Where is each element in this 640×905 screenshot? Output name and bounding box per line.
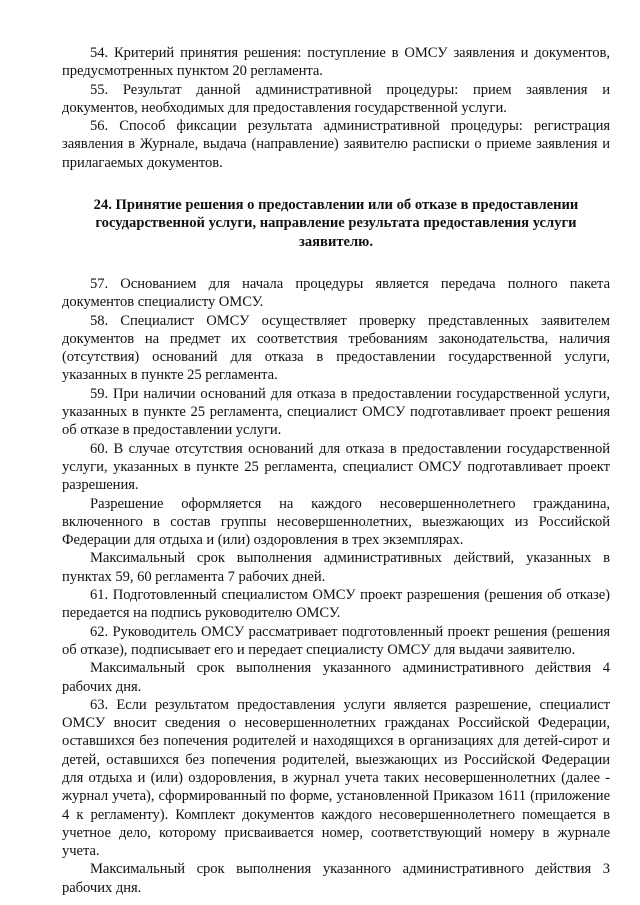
paragraph-permit-execution: Разрешение оформляется на каждого несовершеннолетнего гражданина, включенного в состав группы несовершеннолетних, выезжающих из Российской Федерации для отдыха и (или) оздоровления в трех экземплярах.	[62, 495, 610, 549]
paragraph-56: 56. Способ фиксации результата административной процедуры: регистрация заявления в Журнале, выдача (направление) заявителю расписки о приеме заявления и прилагаемых документов.	[62, 118, 610, 171]
paragraph-58: 58. Специалист ОМСУ осуществляет проверку представленных заявителем документов на предмет их соответствия требованиям законодательства, наличия (отсутствия) оснований для отказа в предоставлении государственной услуги, указанных в пункте 25 регламента.	[62, 312, 610, 384]
paragraph-60: 60. В случае отсутствия оснований для отказа в предоставлении государственной услуги, указанных в пункте 25 регламента, специалист ОМСУ подготавливает проект разрешения.	[62, 440, 610, 494]
document-body	[62, 44, 610, 897]
paragraph-59: 59. При наличии оснований для отказа в предоставлении государственной услуги, указанных в пункте 25 регламента, специалист ОМСУ подготавливает проект решения об отказе в предоставлении услуги.	[62, 385, 610, 439]
paragraph-55: 55. Результат данной административной процедуры: прием заявления и документов, необходимых для предоставления государственной услуги.	[62, 81, 610, 116]
section-heading-24: 24. Принятие решения о предоставлении или об отказе в предоставлении государственной услуги, направление результата предоставления услуги заявителю.	[93, 197, 579, 250]
paragraph-63: 63. Если результатом предоставления услуги является разрешение, специалист ОМСУ вносит сведения о несовершеннолетних гражданах Российской Федерации, оставшихся без попечения родителей и находящихся в организациях для детей-сирот и детей, оставшихся без попечения родителей, выезжающих из Российской Федерации для отдыха и (или) оздоровления, в журнал учета таких несовершеннолетних (далее - журнал учета), сформированный по форме, установленной Приказом 1611 (приложение 4 к регламенту). Комплект документов каждого несовершеннолетнего помещается в учетное дело, которому присваивается номер, соответствующий номеру в журнале учета.	[62, 696, 610, 860]
paragraph-deadline-4-days: Максимальный срок выполнения указанного административного действия 4 рабочих дня.	[62, 660, 610, 695]
paragraph-deadline-7-days: Максимальный срок выполнения административных действий, указанных в пунктах 59, 60 регламента 7 рабочих дней.	[62, 550, 610, 585]
paragraph-62: 62. Руководитель ОМСУ рассматривает подготовленный проект решения (решения об отказе), подписывает его и передает специалисту ОМСУ для выдачи заявителю.	[62, 623, 610, 658]
paragraph-57: 57. Основанием для начала процедуры является передача полного пакета документов специалисту ОМСУ.	[62, 275, 610, 311]
paragraph-deadline-3-days: Максимальный срок выполнения указанного административного действия 3 рабочих дня.	[62, 861, 610, 896]
paragraph-61: 61. Подготовленный специалистом ОМСУ проект разрешения (решения об отказе) передается на подпись руководителю ОМСУ.	[62, 587, 610, 622]
paragraph-54: 54. Критерий принятия решения: поступление в ОМСУ заявления и документов, предусмотренных пунктом 20 регламента.	[62, 45, 610, 80]
